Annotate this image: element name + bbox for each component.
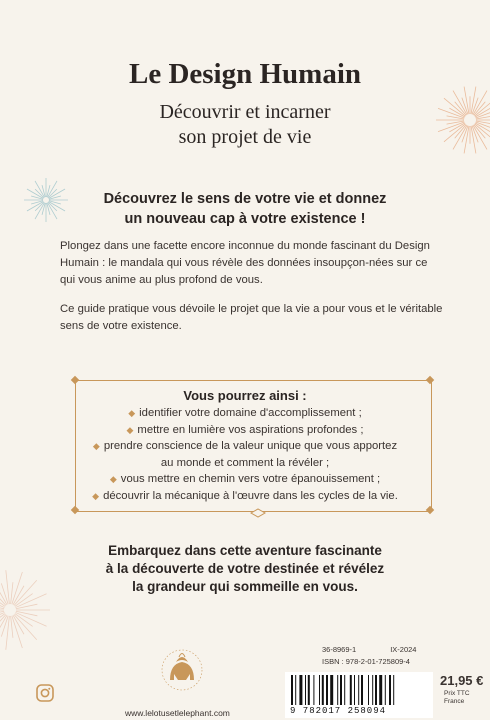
barcode-bar	[330, 675, 333, 705]
lotus-elephant-logo-icon	[158, 640, 206, 704]
barcode-bar	[305, 675, 306, 705]
sunburst-ray	[11, 582, 13, 604]
frame-bottom-ornament	[250, 508, 266, 518]
list-item: au monde et comment la révéler ;	[160, 456, 330, 469]
barcode-number: 9 782017 258094	[290, 706, 387, 716]
bullet-icon: ◆	[92, 490, 100, 501]
lead-text: Découvrez le sens de votre vie et donnez un nouveau cap à votre existence !	[103, 191, 387, 227]
sunburst-ray	[16, 611, 38, 616]
list-item: ◆ mettre en lumière vos aspirations profondes ;	[126, 423, 364, 436]
sunburst-decoration-bottom-left	[0, 560, 60, 650]
list-item: ◆ prendre conscience de la valeur unique que vous apportez	[92, 440, 398, 452]
paragraph-1: Plongez dans une facette encore inconnue du monde fascinant du Design Humain : le mandala qui vous révèle des données insoupçon-nées sur ce qui vous anime au plus profond de vous.	[60, 240, 430, 286]
bullet-icon: ◆	[128, 408, 136, 418]
barcode-bar	[319, 675, 320, 705]
barcode-bar	[350, 675, 352, 705]
benefits-heading: Vous pourrez ainsi :	[183, 388, 307, 403]
list-item: ◆ vous mettre en chemin vers votre épanouissement ;	[109, 473, 381, 485]
barcode-bar	[337, 675, 338, 705]
bullet-icon: ◆	[92, 441, 100, 451]
barcode-bar	[299, 675, 302, 705]
frame-corner-ornament	[426, 506, 434, 514]
sunburst-ray	[12, 616, 23, 648]
website-link[interactable]: www.lelotusetlelephant.com	[125, 708, 230, 718]
barcode-bar	[322, 675, 324, 705]
barcode-bar	[379, 675, 382, 705]
barcode-bar	[344, 675, 345, 705]
barcode-bar	[340, 675, 342, 705]
barcode-bar	[295, 675, 296, 705]
barcode-bar	[291, 675, 293, 705]
barcode-bar	[313, 675, 314, 705]
sunburst-ray	[14, 614, 37, 639]
bullet-icon: ◆	[126, 424, 134, 435]
closing-text: Embarquez dans cette aventure fascinante à la découverte de votre destinée et révélez la grandeur qui sommeille en vous.	[105, 543, 385, 594]
instagram-icon[interactable]	[36, 684, 54, 702]
barcode-bar	[385, 675, 386, 705]
book-title: Le Design Humain	[128, 58, 362, 90]
paragraph-2: Ce guide pratique vous dévoile le projet que la vie a pour vous et le véritable sens de votre existence.	[60, 303, 443, 332]
bullet-icon: ◆	[109, 474, 117, 484]
barcode-bar	[368, 675, 369, 705]
sunburst-ray	[12, 572, 23, 604]
barcode-bar	[326, 675, 328, 705]
list-item: ◆ identifier votre domaine d'accomplissement ;	[128, 407, 362, 419]
barcode-bar	[372, 675, 373, 705]
barcode-bar	[361, 675, 363, 705]
sunburst-ray	[16, 604, 38, 609]
barcode-bar	[308, 675, 310, 705]
barcode-bar	[389, 675, 391, 705]
barcode-bars	[285, 672, 433, 706]
barcode-bar	[354, 675, 355, 705]
sunburst-ray	[15, 614, 33, 627]
barcode-bar	[393, 675, 394, 705]
list-item: ◆ découvrir la mécanique à l'œuvre dans les cycles de la vie.	[92, 489, 398, 502]
barcode-bar	[358, 675, 359, 705]
sunburst-ray	[14, 580, 37, 605]
price: 21,95 €	[440, 673, 484, 688]
benefits-list	[0, 405, 490, 504]
catalog-codes: 36-8969-1 IX-2024 ISBN : 978-2-01-725809-4	[322, 645, 417, 666]
sunburst-ray	[11, 616, 13, 638]
barcode-bar	[375, 675, 377, 705]
book-subtitle: Découvrir et incarner son projet de vie	[159, 101, 331, 148]
sunburst-ray	[15, 594, 33, 607]
price-note: Prix TTC France	[444, 690, 470, 705]
